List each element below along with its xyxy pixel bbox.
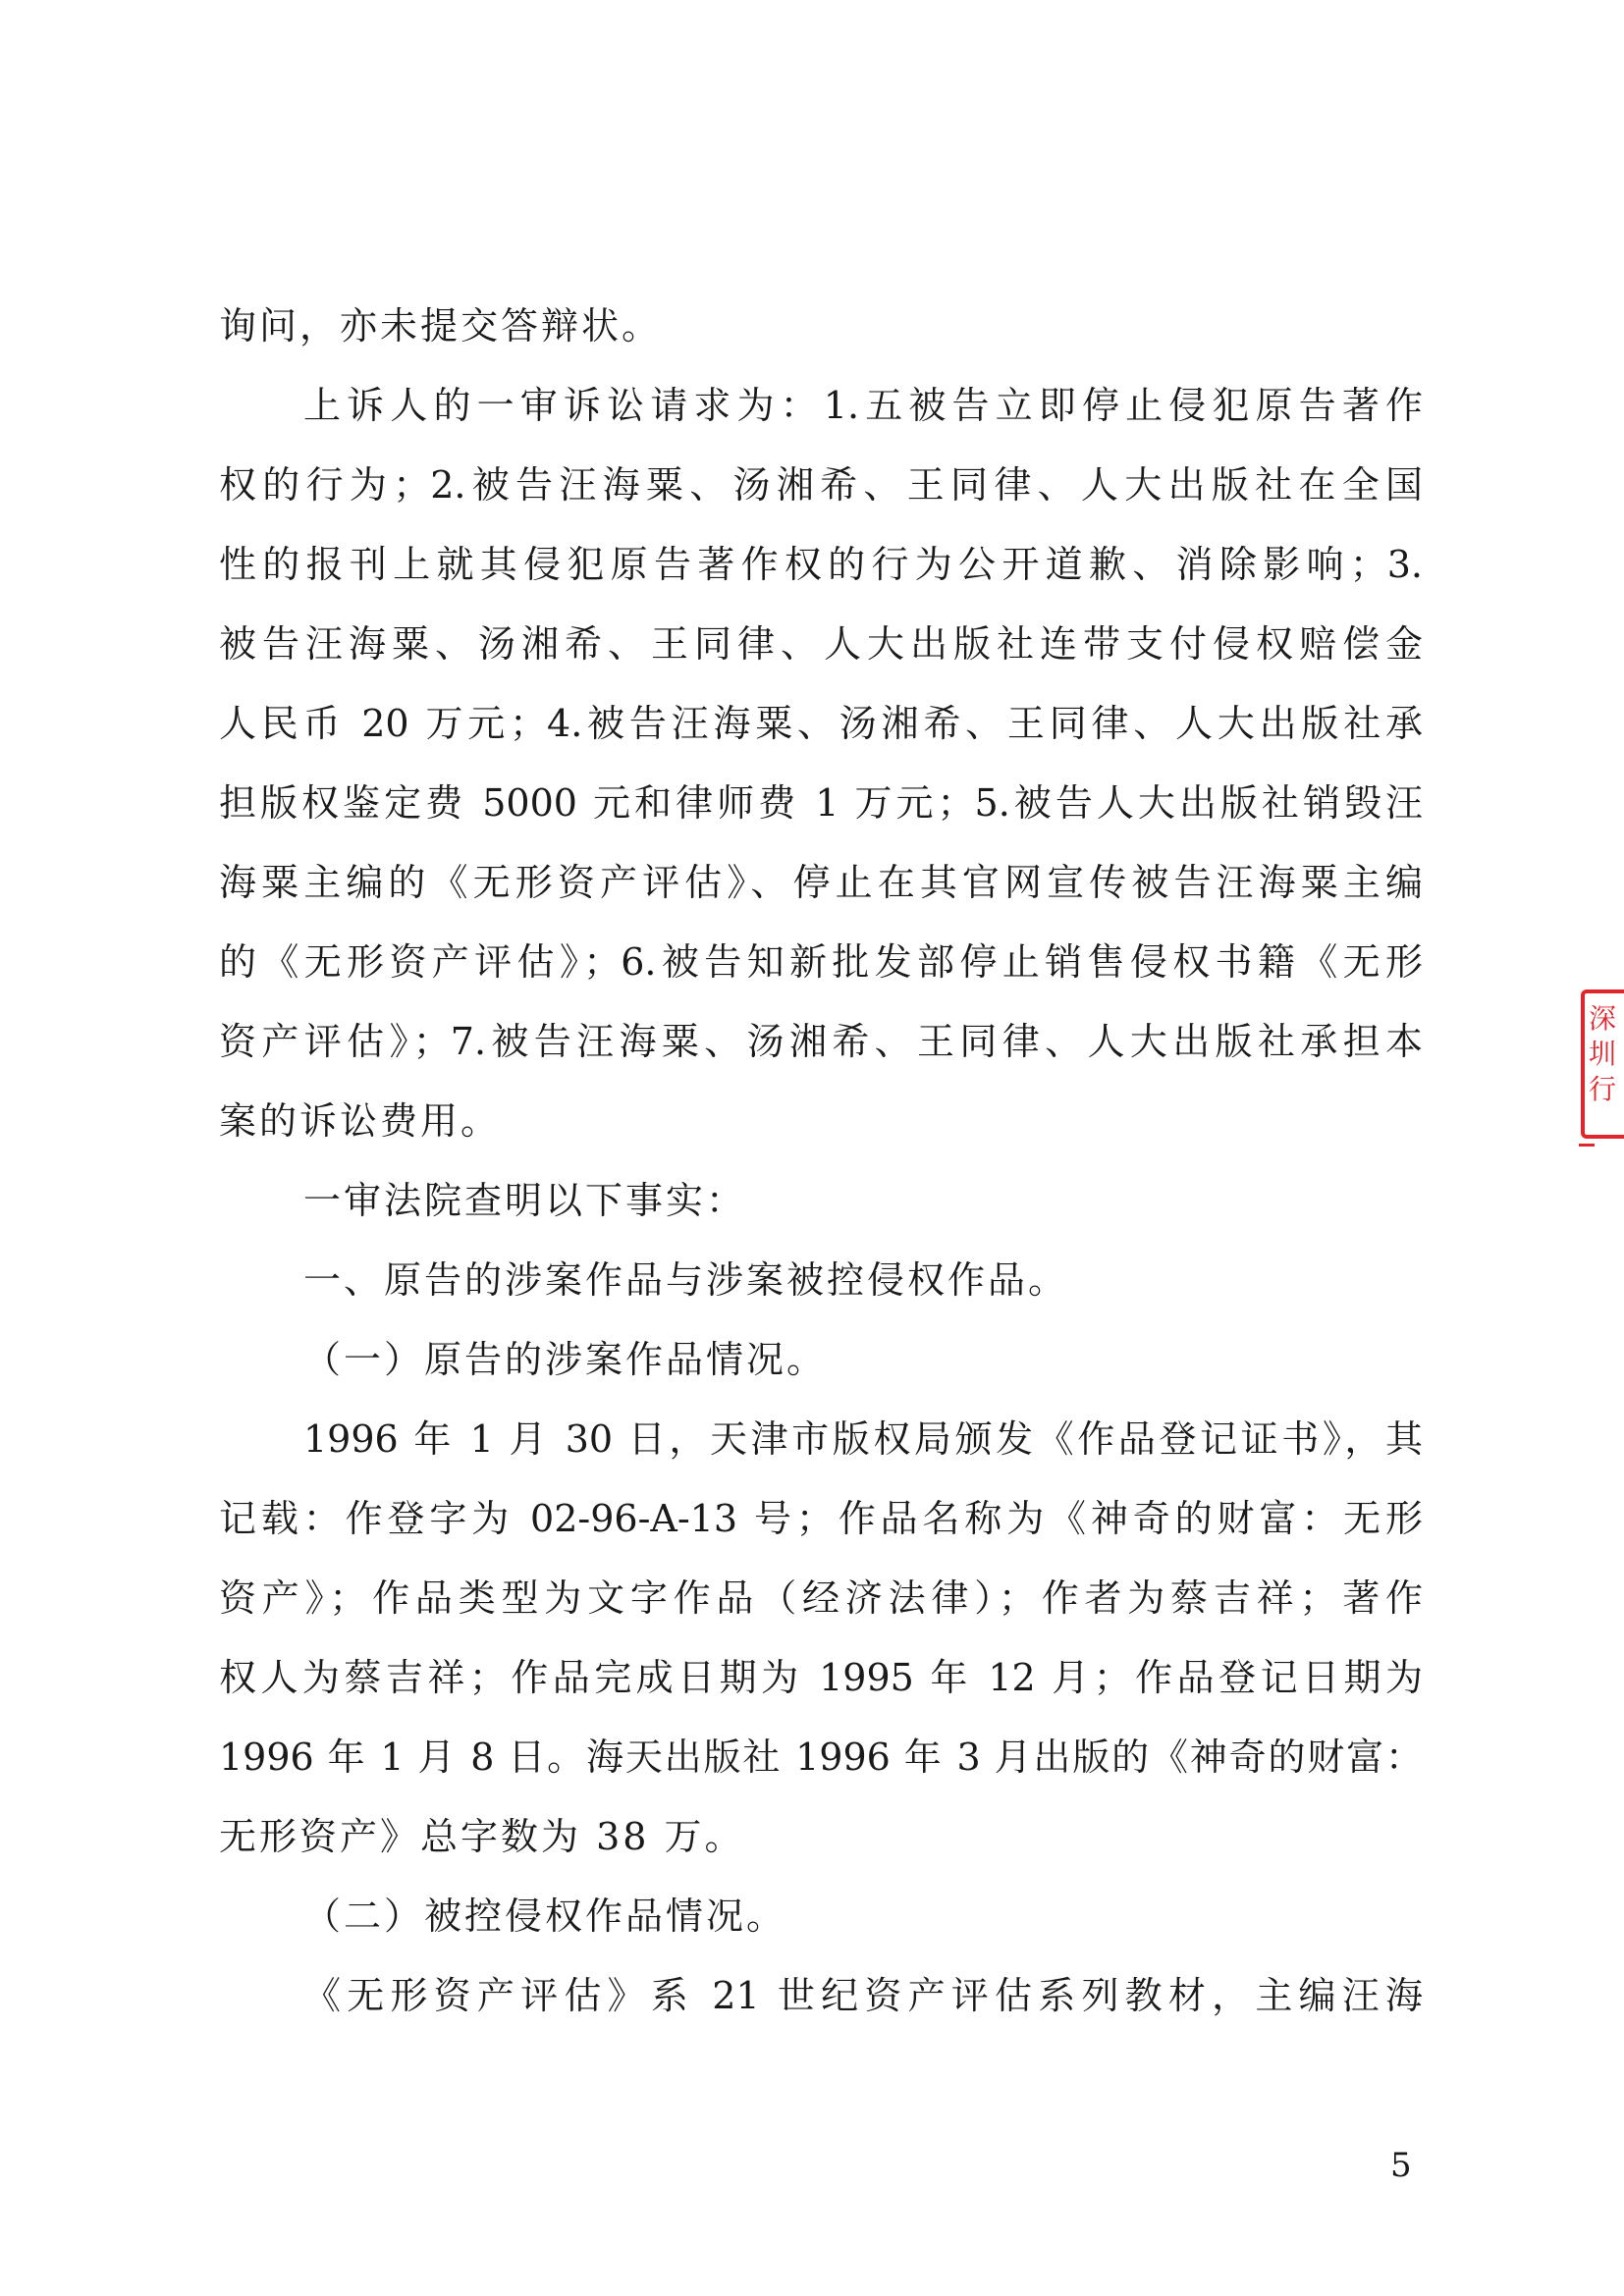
court-seal-stamp bbox=[1581, 989, 1624, 1139]
text-line: 人民币 20 万元；4.被告汪海粟、汤湘希、王同律、人大出版社承 bbox=[219, 702, 1423, 745]
text-line: 上诉人的一审诉讼请求为：1.五被告立即停止侵犯原告著作 bbox=[303, 384, 1423, 427]
text-line: 担版权鉴定费 5000 元和律师费 1 万元；5.被告人大出版社销毁汪 bbox=[219, 781, 1423, 825]
subsection-heading: （一）原告的涉案作品情况。 bbox=[303, 1338, 828, 1381]
text-line: 权的行为；2.被告汪海粟、汤湘希、王同律、人大出版社在全国 bbox=[219, 463, 1423, 507]
subsection-heading: （二）被控侵权作品情况。 bbox=[303, 1895, 787, 1938]
text-line: 资产评估》；7.被告汪海粟、汤湘希、王同律、人大出版社承担本 bbox=[219, 1020, 1423, 1063]
text-line: 记载：作登字为 02-96-A-13 号；作品名称为《神奇的财富：无形 bbox=[219, 1497, 1423, 1540]
text-line: 《无形资产评估》系 21 世纪资产评估系列教材，主编汪海 bbox=[303, 1974, 1423, 2017]
section-heading: 一、原告的涉案作品与涉案被控侵权作品。 bbox=[303, 1258, 1069, 1302]
text-line: 1996 年 1 月 8 日。海天出版社 1996 年 3 月出版的《神奇的财富： bbox=[219, 1735, 1423, 1779]
text-line: 询问，亦未提交答辩状。 bbox=[219, 304, 663, 347]
text-line: 性的报刊上就其侵犯原告著作权的行为公开道歉、消除影响；3. bbox=[219, 543, 1423, 586]
text-line: 1996 年 1 月 30 日，天津市版权局颁发《作品登记证书》，其 bbox=[303, 1417, 1423, 1461]
document-body bbox=[219, 287, 1423, 2036]
text-line: 无形资产》总字数为 38 万。 bbox=[219, 1815, 745, 1858]
page-number: 5 bbox=[1390, 2146, 1412, 2185]
seal-edge-mark bbox=[1579, 1144, 1595, 1147]
text-line: 海粟主编的《无形资产评估》、停止在其官网宣传被告汪海粟主编 bbox=[219, 861, 1423, 904]
text-line: 的《无形资产评估》；6.被告知新批发部停止销售侵权书籍《无形 bbox=[219, 940, 1423, 984]
text-line: 案的诉讼费用。 bbox=[219, 1099, 502, 1143]
text-line: 资产》；作品类型为文字作品（经济法律）；作者为蔡吉祥；著作 bbox=[219, 1576, 1423, 1620]
seal-text: 深圳 行 bbox=[1589, 1002, 1617, 1105]
text-line: 一审法院查明以下事实： bbox=[303, 1179, 747, 1222]
text-line: 被告汪海粟、汤湘希、王同律、人大出版社连带支付侵权赔偿金 bbox=[219, 622, 1423, 666]
text-line: 权人为蔡吉祥；作品完成日期为 1995 年 12 月；作品登记日期为 bbox=[219, 1656, 1423, 1699]
